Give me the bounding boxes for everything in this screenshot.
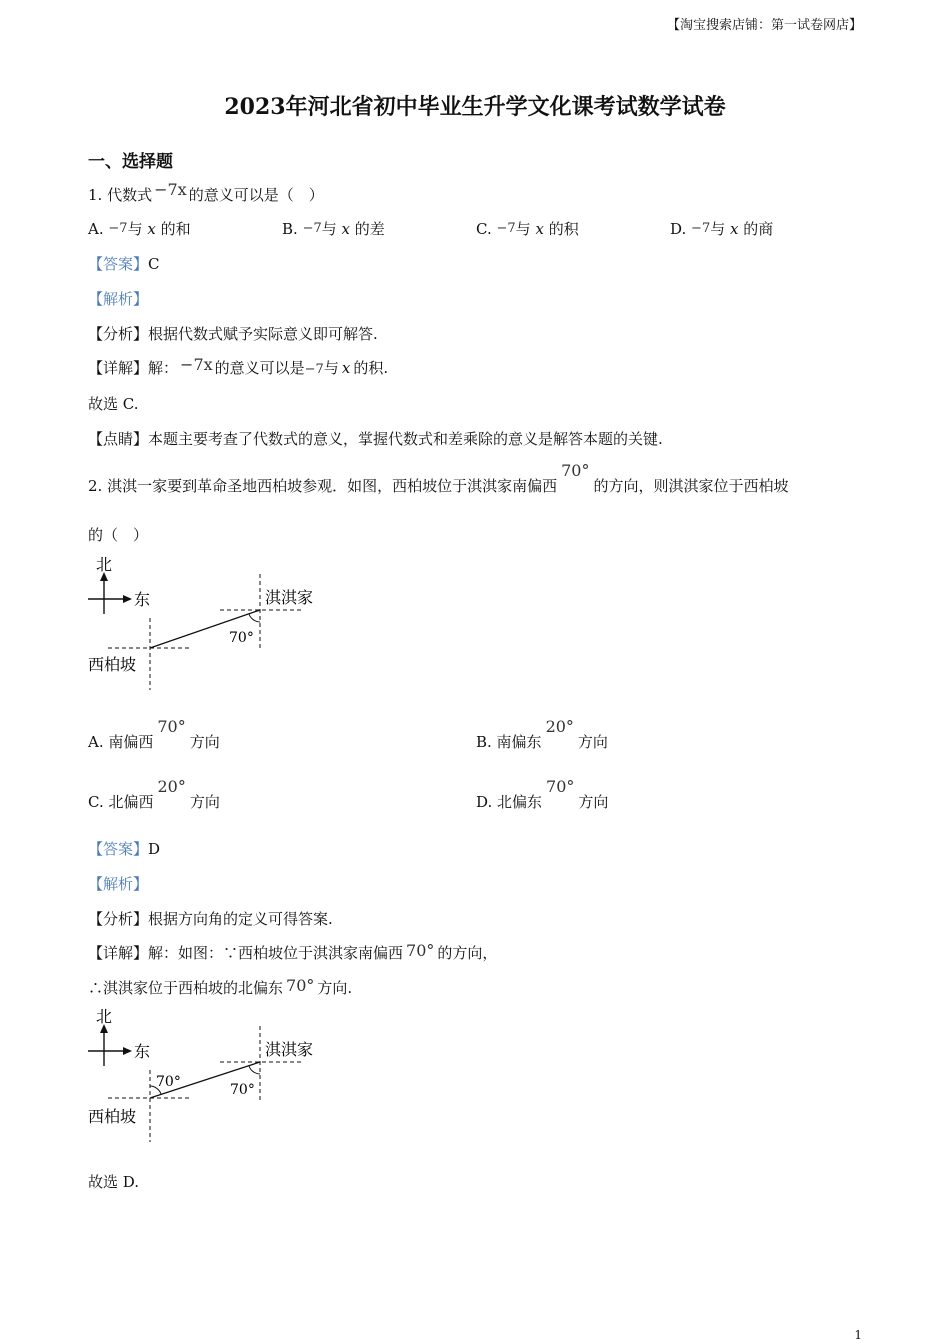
option-number: −7 <box>302 221 322 236</box>
home-label: 淇淇家 <box>265 588 314 607</box>
angle-label-xibaipo: 70° <box>156 1074 181 1090</box>
xiangjie-text: 与 <box>323 359 339 377</box>
xiangjie-text: 解：如图：∵西柏坡位于淇淇家南偏西 <box>148 944 404 962</box>
home-label: 淇淇家 <box>265 1040 314 1059</box>
q2-stem-text: 2. 淇淇一家要到革命圣地西柏坡参观．如图，西柏坡位于淇淇家南偏西 <box>88 477 558 495</box>
east-arrow-icon <box>123 1047 132 1055</box>
option-text: 方向 <box>189 793 220 811</box>
north-label: 北 <box>96 555 113 574</box>
xibaipo-label: 西柏坡 <box>88 1107 137 1126</box>
fenxi-tag: 【分析】 <box>88 325 149 343</box>
therefore-text: 方向. <box>317 979 353 997</box>
option-variable: x <box>730 220 739 238</box>
q2-stem-line1 <box>88 461 789 496</box>
q1-fenxi <box>88 323 378 344</box>
option-connector: 与 <box>321 220 337 238</box>
option-variable: x <box>147 220 156 238</box>
q1-analysis-tag: 【解析】 <box>88 290 149 308</box>
option-connector: 与 <box>710 220 726 238</box>
q2-option-d <box>476 777 609 812</box>
option-angle: 70° <box>546 777 575 796</box>
q2-fenxi <box>88 908 333 929</box>
q2-option-b <box>476 717 608 752</box>
q2-stem-line2: 的（ ） <box>88 526 149 544</box>
xiangjie-text: 的意义可以是 <box>214 359 305 377</box>
q1-dianjing <box>88 428 663 449</box>
q2-direction-figure <box>80 550 340 695</box>
q2-answer <box>88 838 160 859</box>
q1-choose: 故选 C. <box>88 395 139 413</box>
q1-prefix: 1. 代数式 <box>88 186 153 204</box>
option-variable: x <box>535 220 544 238</box>
q1-option-c <box>476 218 579 239</box>
option-label: C. 北偏西 <box>88 793 154 811</box>
therefore-text: ∴淇淇家位于西柏坡的北偏东 <box>88 979 284 997</box>
option-variable: x <box>341 220 351 238</box>
xiangjie-text: 解： <box>148 359 179 377</box>
east-label: 东 <box>134 590 151 609</box>
option-text: 方向 <box>577 733 608 751</box>
page-title: 2023年河北省初中毕业生升学文化课考试数学试卷 <box>224 94 726 120</box>
xiangjie-text: 的积. <box>353 359 389 377</box>
option-label: C. <box>476 220 492 238</box>
xiangjie-text: 的方向， <box>437 944 498 962</box>
q2-analysis-tag: 【解析】 <box>88 875 149 893</box>
page-number: 1 <box>854 1328 862 1342</box>
option-number: −7 <box>108 221 128 236</box>
answer-tag: 【答案】 <box>88 840 149 858</box>
option-connector: 与 <box>515 220 531 238</box>
xiangjie-number: −7 <box>304 362 324 377</box>
therefore-angle: 70° <box>286 976 315 995</box>
option-angle: 20° <box>157 777 186 796</box>
option-number: −7 <box>691 221 711 236</box>
option-text: 的和 <box>160 220 191 238</box>
dianjing-text: 本题主要考查了代数式的意义，掌握代数式和差乘除的意义是解答本题的关键. <box>148 430 663 448</box>
answer-value: D <box>148 840 161 858</box>
xiangjie-angle: 70° <box>406 941 435 960</box>
option-text: 的积 <box>548 220 579 238</box>
option-connector: 与 <box>127 220 143 238</box>
east-label: 东 <box>134 1042 151 1061</box>
answer-tag: 【答案】 <box>88 255 149 273</box>
q2-option-c <box>88 777 220 812</box>
q1-stem <box>88 180 324 205</box>
q1-expression: −7x <box>154 180 187 199</box>
east-arrow-icon <box>123 595 132 603</box>
q2-stem-text: 的方向，则淇淇家位于西柏坡 <box>593 477 789 495</box>
section-heading: 一、选择题 <box>88 152 173 172</box>
option-label: B. <box>282 220 298 238</box>
xiangjie-expression: −7x <box>180 355 213 374</box>
fenxi-tag: 【分析】 <box>88 910 149 928</box>
angle-arc <box>249 614 260 622</box>
option-number: −7 <box>496 221 516 236</box>
option-angle: 70° <box>157 717 186 736</box>
q2-xiangjie <box>88 942 497 963</box>
option-label: B. 南偏东 <box>476 733 542 751</box>
shop-header: 【淘宝搜索店铺：第一试卷网店】 <box>666 18 862 33</box>
option-angle: 20° <box>545 717 574 736</box>
q2-choose: 故选 D. <box>88 1173 140 1191</box>
fenxi-text: 根据代数式赋予实际意义即可解答. <box>148 325 378 343</box>
angle-arc-home <box>249 1066 260 1074</box>
q2-therefore <box>88 977 352 998</box>
option-label: A. <box>88 220 104 238</box>
dianjing-tag: 【点睛】 <box>88 430 149 448</box>
q1-option-d <box>670 218 773 239</box>
option-text: 方向 <box>578 793 609 811</box>
option-text: 的差 <box>354 220 385 238</box>
fenxi-text: 根据方向角的定义可得答案. <box>148 910 333 928</box>
q1-suffix: 的意义可以是（ ） <box>188 186 324 204</box>
q1-option-b <box>282 218 385 239</box>
angle-label: 70° <box>229 630 254 646</box>
q2-stem-angle: 70° <box>561 461 590 480</box>
q1-xiangjie <box>88 357 388 378</box>
option-text: 的商 <box>743 220 774 238</box>
q2-option-a <box>88 717 220 752</box>
xiangjie-variable: x <box>341 359 351 377</box>
answer-value: C <box>148 255 160 273</box>
option-text: 方向 <box>189 733 220 751</box>
option-label: D. <box>670 220 687 238</box>
xiangjie-tag: 【详解】 <box>88 944 149 962</box>
xibaipo-label: 西柏坡 <box>88 655 137 674</box>
option-label: A. 南偏西 <box>88 733 154 751</box>
q1-option-a <box>88 218 191 239</box>
xiangjie-tag: 【详解】 <box>88 359 149 377</box>
angle-label-home: 70° <box>230 1082 255 1098</box>
north-label: 北 <box>96 1007 113 1026</box>
option-label: D. 北偏东 <box>476 793 543 811</box>
q1-answer <box>88 253 160 274</box>
q2-solution-figure <box>80 1002 340 1147</box>
